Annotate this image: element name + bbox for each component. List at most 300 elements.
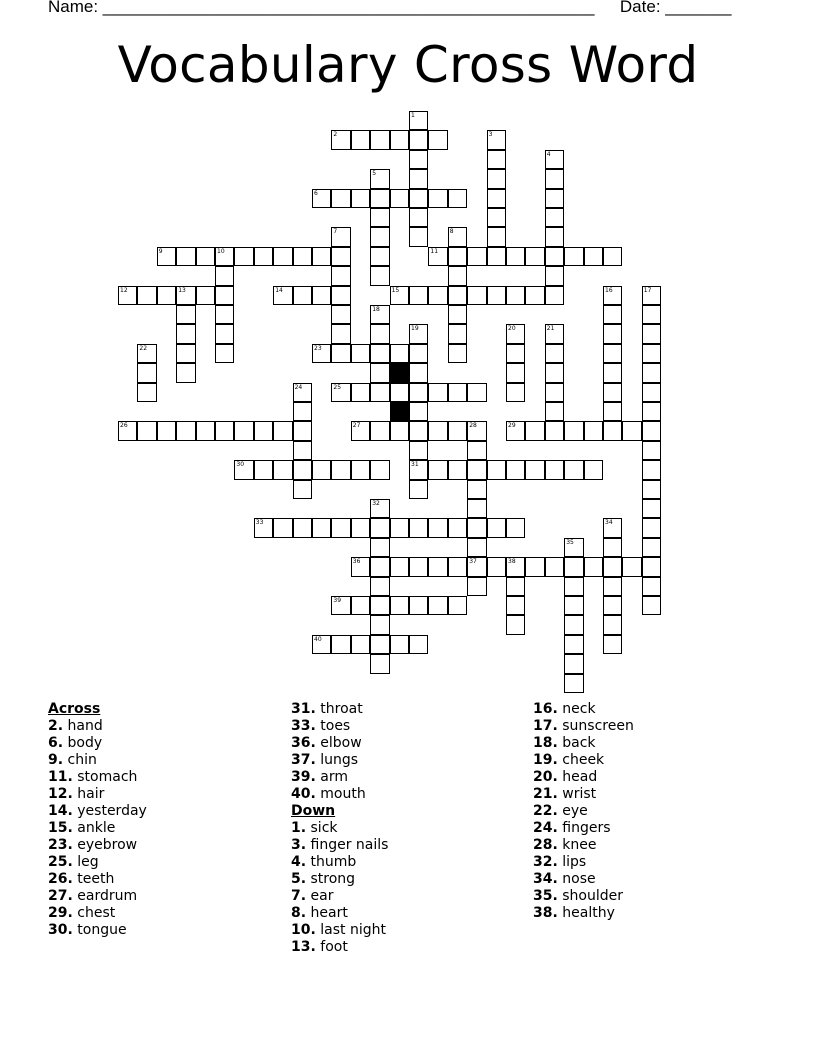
- grid-cell[interactable]: [351, 460, 370, 479]
- grid-cell[interactable]: [157, 421, 176, 440]
- grid-cell[interactable]: [448, 227, 467, 246]
- grid-cell[interactable]: [603, 538, 622, 557]
- grid-cell[interactable]: [506, 286, 525, 305]
- grid-cell[interactable]: [351, 130, 370, 149]
- grid-cell[interactable]: [176, 247, 195, 266]
- grid-cell[interactable]: [584, 460, 603, 479]
- grid-cell[interactable]: [603, 247, 622, 266]
- grid-cell[interactable]: [176, 305, 195, 324]
- grid-cell[interactable]: [370, 305, 389, 324]
- grid-cell[interactable]: [351, 635, 370, 654]
- grid-cell[interactable]: [390, 130, 409, 149]
- grid-cell[interactable]: [448, 460, 467, 479]
- grid-cell[interactable]: [603, 324, 622, 343]
- grid-cell[interactable]: [603, 635, 622, 654]
- clue-number: 3.: [291, 837, 307, 853]
- clue-number: 9.: [48, 752, 64, 768]
- grid-cell[interactable]: [467, 557, 486, 576]
- grid-cell[interactable]: [564, 674, 583, 693]
- grid-cell[interactable]: [409, 286, 428, 305]
- grid-cell[interactable]: [370, 344, 389, 363]
- grid-cell[interactable]: [642, 499, 661, 518]
- grid-cell[interactable]: [312, 247, 331, 266]
- grid-cell[interactable]: [448, 324, 467, 343]
- grid-cell[interactable]: [293, 460, 312, 479]
- grid-cell[interactable]: [409, 111, 428, 130]
- grid-cell[interactable]: [331, 518, 350, 537]
- grid-cell[interactable]: [215, 305, 234, 324]
- grid-cell[interactable]: [331, 286, 350, 305]
- grid-cell[interactable]: [603, 557, 622, 576]
- grid-cell[interactable]: [467, 480, 486, 499]
- grid-cell[interactable]: [331, 383, 350, 402]
- clue-item: [291, 888, 388, 905]
- clue-number-label: 8: [449, 228, 454, 236]
- clue-number: 28.: [533, 837, 558, 853]
- grid-cell[interactable]: [370, 421, 389, 440]
- grid-cell[interactable]: [428, 421, 447, 440]
- grid-cell[interactable]: [351, 421, 370, 440]
- grid-cell[interactable]: [603, 518, 622, 537]
- grid-cell[interactable]: [428, 189, 447, 208]
- grid-cell[interactable]: [642, 344, 661, 363]
- grid-cell[interactable]: [545, 189, 564, 208]
- grid-cell[interactable]: [428, 383, 447, 402]
- clue-item: [48, 905, 147, 922]
- grid-cell[interactable]: [564, 577, 583, 596]
- grid-cell[interactable]: [525, 421, 544, 440]
- grid-cell[interactable]: [331, 227, 350, 246]
- grid-cell[interactable]: [467, 538, 486, 557]
- clue-number-label: 40: [314, 635, 322, 643]
- grid-cell[interactable]: [370, 538, 389, 557]
- grid-cell[interactable]: [525, 247, 544, 266]
- grid-cell[interactable]: [312, 344, 331, 363]
- grid-cell[interactable]: [545, 169, 564, 188]
- grid-cell[interactable]: [196, 286, 215, 305]
- grid-cell[interactable]: [409, 441, 428, 460]
- clue-text: hair: [72, 786, 105, 802]
- grid-cell[interactable]: [370, 615, 389, 634]
- grid-cell[interactable]: [370, 324, 389, 343]
- grid-cell[interactable]: [506, 363, 525, 382]
- grid-cell[interactable]: [642, 441, 661, 460]
- grid-cell[interactable]: [467, 421, 486, 440]
- grid-cell[interactable]: [545, 150, 564, 169]
- grid-cell[interactable]: [273, 286, 292, 305]
- grid-cell[interactable]: [545, 324, 564, 343]
- grid-cell[interactable]: [564, 421, 583, 440]
- grid-cell[interactable]: [487, 189, 506, 208]
- clue-number-label: 22: [139, 344, 148, 352]
- grid-cell[interactable]: [390, 421, 409, 440]
- grid-cell[interactable]: [584, 247, 603, 266]
- grid-cell[interactable]: [215, 344, 234, 363]
- grid-cell[interactable]: [370, 189, 389, 208]
- grid-cell[interactable]: [603, 383, 622, 402]
- grid-cell[interactable]: [603, 615, 622, 634]
- grid-cell[interactable]: [331, 130, 350, 149]
- grid-cell[interactable]: [176, 363, 195, 382]
- grid-cell[interactable]: [215, 324, 234, 343]
- grid-cell[interactable]: [370, 363, 389, 382]
- grid-cell[interactable]: [331, 266, 350, 285]
- clue-item: [48, 871, 147, 888]
- grid-cell[interactable]: [351, 596, 370, 615]
- grid-cell[interactable]: [525, 286, 544, 305]
- clue-text: arm: [315, 769, 348, 785]
- grid-cell[interactable]: [331, 247, 350, 266]
- grid-cell[interactable]: [370, 577, 389, 596]
- grid-cell[interactable]: [176, 421, 195, 440]
- grid-cell[interactable]: [351, 383, 370, 402]
- grid-cell[interactable]: [448, 344, 467, 363]
- grid-cell[interactable]: [409, 150, 428, 169]
- grid-cell[interactable]: [137, 383, 156, 402]
- grid-cell[interactable]: [215, 286, 234, 305]
- grid-cell[interactable]: [506, 383, 525, 402]
- clue-item: [291, 837, 388, 854]
- clue-number-label: 2: [333, 131, 338, 139]
- date-label: Date: _______: [619, 0, 732, 16]
- grid-cell[interactable]: [370, 499, 389, 518]
- grid-cell[interactable]: [293, 402, 312, 421]
- grid-cell[interactable]: [603, 344, 622, 363]
- grid-cell[interactable]: [487, 286, 506, 305]
- grid-cell[interactable]: [409, 344, 428, 363]
- grid-cell[interactable]: [312, 286, 331, 305]
- grid-cell[interactable]: [254, 247, 273, 266]
- clue-number: 33.: [291, 718, 316, 734]
- grid-cell[interactable]: [254, 460, 273, 479]
- grid-cell[interactable]: [370, 227, 389, 246]
- grid-cell[interactable]: [642, 383, 661, 402]
- grid-cell[interactable]: [506, 247, 525, 266]
- grid-cell[interactable]: [428, 557, 447, 576]
- grid-cell[interactable]: [545, 286, 564, 305]
- grid-cell[interactable]: [642, 324, 661, 343]
- clue-item: [291, 939, 388, 956]
- grid-cell[interactable]: [293, 441, 312, 460]
- grid-cell[interactable]: [273, 518, 292, 537]
- grid-cell[interactable]: [331, 596, 350, 615]
- grid-cell[interactable]: [448, 189, 467, 208]
- grid-cell[interactable]: [448, 266, 467, 285]
- grid-cell[interactable]: [409, 363, 428, 382]
- clue-number-label: 34: [605, 519, 613, 527]
- grid-cell[interactable]: [564, 615, 583, 634]
- clue-text: thumb: [306, 854, 357, 870]
- grid-cell[interactable]: [370, 518, 389, 537]
- grid-cell[interactable]: [448, 596, 467, 615]
- grid-cell[interactable]: [642, 577, 661, 596]
- grid-cell[interactable]: [409, 227, 428, 246]
- grid-cell[interactable]: [293, 286, 312, 305]
- grid-cell[interactable]: [409, 169, 428, 188]
- grid-cell[interactable]: [642, 286, 661, 305]
- grid-cell[interactable]: [467, 247, 486, 266]
- clue-item: [48, 786, 147, 803]
- grid-cell[interactable]: [428, 130, 447, 149]
- grid-cell[interactable]: [603, 421, 622, 440]
- grid-cell[interactable]: [487, 130, 506, 149]
- grid-cell[interactable]: [409, 518, 428, 537]
- grid-cell[interactable]: [234, 421, 253, 440]
- grid-cell[interactable]: [545, 363, 564, 382]
- grid-cell[interactable]: [545, 421, 564, 440]
- clue-item: [291, 769, 388, 786]
- grid-cell[interactable]: [506, 421, 525, 440]
- grid-cell[interactable]: [409, 402, 428, 421]
- grid-cell[interactable]: [409, 480, 428, 499]
- grid-cell[interactable]: [448, 421, 467, 440]
- grid-cell[interactable]: [215, 247, 234, 266]
- grid-cell[interactable]: [545, 227, 564, 246]
- grid-cell[interactable]: [467, 460, 486, 479]
- grid-cell[interactable]: [370, 596, 389, 615]
- grid-cell[interactable]: [370, 247, 389, 266]
- grid-cell[interactable]: [331, 635, 350, 654]
- clue-number: 6.: [48, 735, 64, 751]
- grid-cell[interactable]: [545, 344, 564, 363]
- grid-cell[interactable]: [487, 169, 506, 188]
- grid-cell[interactable]: [176, 286, 195, 305]
- grid-cell[interactable]: [622, 557, 641, 576]
- grid-cell[interactable]: [564, 538, 583, 557]
- grid-cell[interactable]: [487, 557, 506, 576]
- grid-cell[interactable]: [487, 518, 506, 537]
- grid-cell[interactable]: [642, 460, 661, 479]
- grid-cell[interactable]: [370, 635, 389, 654]
- grid-cell[interactable]: [312, 460, 331, 479]
- grid-cell[interactable]: [603, 363, 622, 382]
- grid-cell[interactable]: [409, 324, 428, 343]
- grid-cell[interactable]: [487, 460, 506, 479]
- grid-cell[interactable]: [390, 344, 409, 363]
- grid-cell[interactable]: [370, 130, 389, 149]
- grid-cell[interactable]: [448, 557, 467, 576]
- grid-cell[interactable]: [409, 557, 428, 576]
- grid-cell[interactable]: [564, 460, 583, 479]
- grid-cell[interactable]: [390, 286, 409, 305]
- grid-cell[interactable]: [448, 518, 467, 537]
- grid-cell[interactable]: [390, 518, 409, 537]
- grid-cell[interactable]: [506, 615, 525, 634]
- grid-cell[interactable]: [506, 324, 525, 343]
- clue-text: head: [557, 769, 598, 785]
- grid-cell[interactable]: [642, 557, 661, 576]
- grid-cell[interactable]: [215, 266, 234, 285]
- grid-cell[interactable]: [584, 557, 603, 576]
- grid-cell[interactable]: [118, 286, 137, 305]
- grid-cell[interactable]: [603, 577, 622, 596]
- grid-cell[interactable]: [525, 460, 544, 479]
- grid-cell[interactable]: [254, 518, 273, 537]
- grid-cell[interactable]: [370, 460, 389, 479]
- grid-cell[interactable]: [215, 421, 234, 440]
- grid-cell[interactable]: [428, 286, 447, 305]
- grid-cell[interactable]: [506, 577, 525, 596]
- grid-cell[interactable]: [331, 344, 350, 363]
- grid-cell[interactable]: [273, 460, 292, 479]
- grid-cell[interactable]: [506, 596, 525, 615]
- grid-cell[interactable]: [390, 635, 409, 654]
- grid-cell[interactable]: [390, 189, 409, 208]
- grid-cell[interactable]: [428, 518, 447, 537]
- clue-text: eardrum: [72, 888, 138, 904]
- grid-cell[interactable]: [448, 286, 467, 305]
- grid-cell[interactable]: [331, 189, 350, 208]
- grid-cell[interactable]: [234, 247, 253, 266]
- clue-text: tongue: [72, 922, 127, 938]
- grid-cell[interactable]: [545, 402, 564, 421]
- grid-cell[interactable]: [428, 460, 447, 479]
- clue-text: chest: [72, 905, 116, 921]
- grid-cell[interactable]: [642, 421, 661, 440]
- clue-text: toes: [315, 718, 351, 734]
- grid-cell[interactable]: [176, 324, 195, 343]
- grid-cell[interactable]: [642, 402, 661, 421]
- grid-cell[interactable]: [564, 247, 583, 266]
- grid-cell[interactable]: [293, 383, 312, 402]
- grid-cell[interactable]: [642, 596, 661, 615]
- grid-cell[interactable]: [487, 150, 506, 169]
- grid-cell[interactable]: [409, 189, 428, 208]
- grid-cell[interactable]: [448, 247, 467, 266]
- grid-cell[interactable]: [157, 286, 176, 305]
- grid-cell[interactable]: [545, 247, 564, 266]
- grid-cell[interactable]: [467, 499, 486, 518]
- grid-cell[interactable]: [409, 596, 428, 615]
- clue-number: 18.: [533, 735, 558, 751]
- grid-cell[interactable]: [467, 441, 486, 460]
- grid-cell[interactable]: [370, 557, 389, 576]
- grid-cell[interactable]: [409, 460, 428, 479]
- grid-cell[interactable]: [428, 596, 447, 615]
- grid-cell[interactable]: [506, 518, 525, 537]
- clue-number: 16.: [533, 701, 558, 717]
- grid-cell[interactable]: [293, 480, 312, 499]
- grid-cell[interactable]: [137, 286, 156, 305]
- grid-cell[interactable]: [390, 557, 409, 576]
- grid-cell[interactable]: [196, 421, 215, 440]
- clue-number: 24.: [533, 820, 558, 836]
- grid-cell[interactable]: [293, 421, 312, 440]
- grid-cell[interactable]: [603, 596, 622, 615]
- grid-cell[interactable]: [312, 518, 331, 537]
- grid-cell[interactable]: [157, 247, 176, 266]
- grid-cell[interactable]: [234, 460, 253, 479]
- clue-item: [533, 786, 634, 803]
- grid-cell[interactable]: [545, 266, 564, 285]
- grid-cell[interactable]: [370, 208, 389, 227]
- grid-cell[interactable]: [331, 460, 350, 479]
- grid-cell[interactable]: [409, 130, 428, 149]
- grid-cell[interactable]: [487, 227, 506, 246]
- grid-cell[interactable]: [642, 538, 661, 557]
- grid-cell[interactable]: [390, 383, 409, 402]
- grid-cell[interactable]: [642, 480, 661, 499]
- grid-cell[interactable]: [506, 557, 525, 576]
- grid-cell[interactable]: [409, 635, 428, 654]
- clue-item: [48, 922, 147, 939]
- grid-cell[interactable]: [331, 305, 350, 324]
- grid-cell[interactable]: [603, 305, 622, 324]
- grid-cell[interactable]: [118, 421, 137, 440]
- grid-cell[interactable]: [487, 208, 506, 227]
- grid-cell[interactable]: [584, 421, 603, 440]
- grid-cell[interactable]: [312, 189, 331, 208]
- grid-cell[interactable]: [351, 557, 370, 576]
- grid-cell[interactable]: [293, 518, 312, 537]
- grid-cell[interactable]: [467, 518, 486, 537]
- grid-cell[interactable]: [331, 324, 350, 343]
- grid-cell[interactable]: [176, 344, 195, 363]
- grid-cell[interactable]: [390, 596, 409, 615]
- grid-cell[interactable]: [370, 383, 389, 402]
- grid-cell[interactable]: [409, 383, 428, 402]
- clue-item: [533, 803, 634, 820]
- grid-cell[interactable]: [293, 247, 312, 266]
- grid-cell[interactable]: [564, 557, 583, 576]
- grid-cell[interactable]: [642, 363, 661, 382]
- grid-cell[interactable]: [467, 577, 486, 596]
- grid-cell[interactable]: [351, 189, 370, 208]
- grid-cell[interactable]: [196, 247, 215, 266]
- clue-item: [533, 718, 634, 735]
- grid-cell[interactable]: [370, 169, 389, 188]
- grid-cell[interactable]: [351, 518, 370, 537]
- grid-cell[interactable]: [603, 286, 622, 305]
- grid-cell[interactable]: [506, 344, 525, 363]
- grid-cell[interactable]: [409, 208, 428, 227]
- grid-cell[interactable]: [545, 383, 564, 402]
- grid-cell[interactable]: [448, 383, 467, 402]
- grid-cell[interactable]: [273, 421, 292, 440]
- grid-cell[interactable]: [370, 654, 389, 673]
- grid-cell[interactable]: [137, 421, 156, 440]
- grid-cell[interactable]: [351, 344, 370, 363]
- grid-cell[interactable]: [564, 654, 583, 673]
- grid-cell[interactable]: [642, 518, 661, 537]
- grid-cell[interactable]: [448, 305, 467, 324]
- grid-cell[interactable]: [137, 363, 156, 382]
- grid-cell[interactable]: [545, 208, 564, 227]
- grid-cell[interactable]: [467, 383, 486, 402]
- grid-cell[interactable]: [370, 266, 389, 285]
- grid-cell[interactable]: [254, 421, 273, 440]
- grid-cell[interactable]: [428, 247, 447, 266]
- grid-cell[interactable]: [525, 557, 544, 576]
- grid-cell[interactable]: [545, 557, 564, 576]
- grid-cell[interactable]: [506, 460, 525, 479]
- grid-cell[interactable]: [467, 286, 486, 305]
- grid-cell[interactable]: [564, 635, 583, 654]
- grid-cell[interactable]: [642, 305, 661, 324]
- clue-item: [533, 820, 634, 837]
- grid-cell[interactable]: [137, 344, 156, 363]
- grid-cell[interactable]: [603, 402, 622, 421]
- grid-cell[interactable]: [487, 247, 506, 266]
- clue-number-label: 23: [314, 344, 322, 352]
- clue-number-label: 37: [469, 558, 477, 566]
- grid-cell[interactable]: [312, 635, 331, 654]
- grid-cell[interactable]: [409, 421, 428, 440]
- grid-cell[interactable]: [564, 596, 583, 615]
- grid-cell[interactable]: [273, 247, 292, 266]
- grid-cell[interactable]: [622, 421, 641, 440]
- grid-cell[interactable]: [545, 460, 564, 479]
